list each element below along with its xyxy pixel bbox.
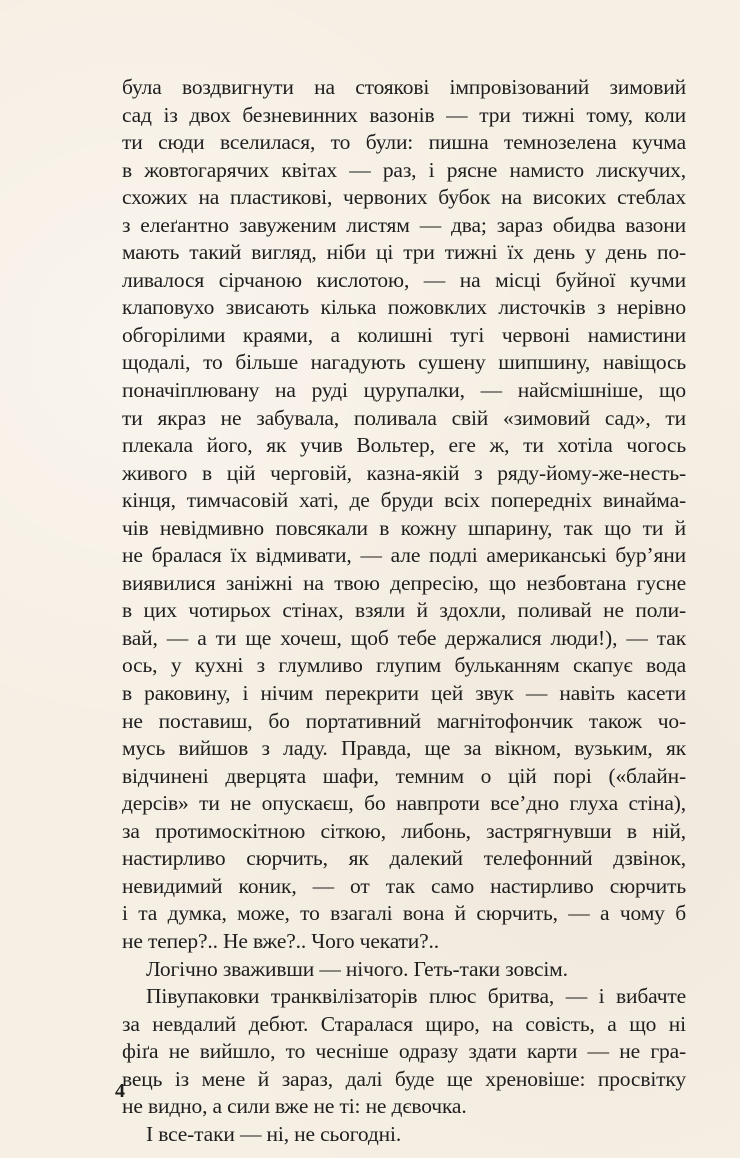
text-line: вай, — а ти ще хочеш, щоб тебе держалися люди!), — так bbox=[122, 625, 686, 650]
text-line: відчинені дверцята шафи, темним о цій порі («блайн- bbox=[122, 763, 686, 788]
text-line: чів невідмивно повсякали в кожну шпарину, так що ти й bbox=[122, 515, 686, 540]
text-line: з елеґантно завуженим листям — два; зараз обидва вазони bbox=[122, 212, 686, 237]
text-line: мають такий вигляд, ніби ці три тижні їх день у день по- bbox=[122, 240, 686, 265]
text-line: плекала його, як учив Вольтер, еге ж, ти хотіла чогось bbox=[122, 433, 686, 458]
text-line: ти сюди вселилася, то були: пишна темнозелена кучма bbox=[122, 130, 686, 155]
text-line: дерсів» ти не опускаєш, бо навпроти все’дно глуха стіна), bbox=[122, 791, 686, 816]
text-line: вець із мене й зараз, далі буде ще хреновіше: просвітку bbox=[122, 1066, 686, 1091]
text-line: поначіплювану на руді цурупалки, — найсмішніше, що bbox=[122, 378, 686, 403]
text-line: ти якраз не забувала, поливала свій «зимовий сад», ти bbox=[122, 405, 686, 430]
text-line: не видно, а сили вже не ті: не дєвочка. bbox=[122, 1094, 467, 1119]
text-line: не тепер?.. Не вже?.. Чого чекати?.. bbox=[122, 928, 439, 953]
text-line: виявилися заніжні на твою депресію, що незбовтана гусне bbox=[122, 570, 686, 595]
text-line: не бралася їх відмивати, — але подлі американські бур’яни bbox=[122, 543, 686, 568]
text-line: кінця, тимчасовій хаті, де бруди всіх попередніх винайма- bbox=[122, 488, 686, 513]
text-line: щодалі, то більше нагадують сушену шипшину, навіщось bbox=[122, 350, 686, 375]
text-line: обгорілими краями, а колишні тугі червоні намистини bbox=[122, 322, 686, 347]
text-line: фіґа не вийшло, то чесніше одразу здати карти — не гра- bbox=[122, 1039, 686, 1064]
text-line: ливалося сірчаною кислотою, — на місці буйної кучми bbox=[122, 267, 686, 292]
text-line: Півупаковки транквілізаторів плюс бритва, — і вибачте bbox=[146, 984, 686, 1009]
text-line: настирливо сюрчить, як далекий телефонний дзвінок, bbox=[122, 846, 686, 871]
text-line: в раковину, і нічим перекрити цей звук — навіть касети bbox=[122, 681, 686, 706]
text-line: І все-таки — ні, не сьогодні. bbox=[146, 1121, 402, 1146]
text-line: невидимий коник, — от так само настирливо сюрчить bbox=[122, 873, 686, 898]
text-line: не поставиш, бо портативний магнітофончик також чо- bbox=[122, 708, 686, 733]
text-line: в жовтогарячих квітах — раз, і рясне намисто лискучих, bbox=[122, 157, 686, 182]
text-line: мусь вийшов з ладу. Правда, ще за вікном, вузьким, як bbox=[122, 736, 686, 761]
text-line: Логічно зваживши — нічого. Геть-таки зовсім. bbox=[146, 956, 568, 981]
text-line: за невдалий дебют. Старалася щиро, на совість, а що ні bbox=[122, 1011, 686, 1036]
page-number: 4 bbox=[115, 1080, 125, 1102]
text-line: в цих чотирьох стінах, взяли й здохли, поливай не поли- bbox=[122, 598, 686, 623]
text-line: клаповухо звисають кілька пожовклих листочків з нерівно bbox=[122, 295, 686, 320]
text-line: за протимоскітною сіткою, либонь, застрягнувши в ній, bbox=[122, 818, 686, 843]
text-line: була воздвигнути на стоякові імпровізований зимовий bbox=[122, 75, 686, 99]
text-line: сад із двох безневинних вазонів — три тижні тому, коли bbox=[122, 102, 686, 127]
body-text bbox=[122, 74, 686, 1148]
text-line: і та думка, може, то взагалі вона й сюрчить, — а чому б bbox=[122, 901, 686, 926]
text-line: живого в цій черговій, казна-якій з ряду-йому-же-несть- bbox=[122, 460, 686, 485]
text-line: ось, у кухні з глумливо глупим бульканням скапує вода bbox=[122, 653, 686, 678]
text-line: схожих на пластикові, червоних бубок на високих стеблах bbox=[122, 185, 686, 210]
